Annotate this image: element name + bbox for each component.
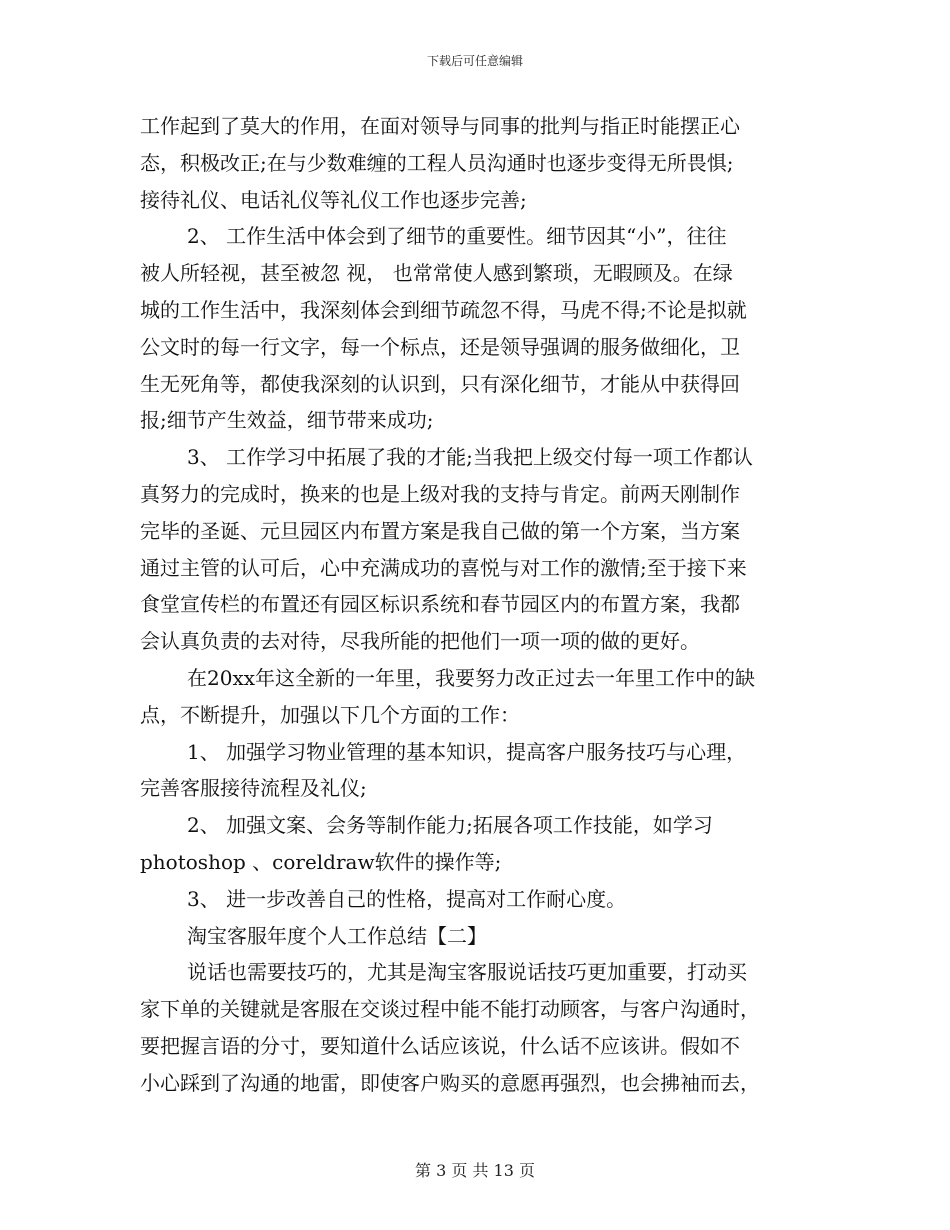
text-line: 被人所轻视，甚至被忽 视， 也常常使人感到繁琐，无暇顾及。在绿 (140, 261, 733, 286)
text-line: 家下单的关键就是客服在交谈过程中能不能打动顾客，与客户沟通时， (140, 997, 760, 1022)
text-line: photoshop 、coreldraw软件的操作等; (140, 849, 502, 874)
text-line: 接待礼仪、电话礼仪等礼仪工作也逐步完善; (140, 187, 527, 212)
text-line: 完善客服接待流程及礼仪; (140, 776, 367, 801)
text-line: 要把握言语的分寸，要知道什么话应该说，什么话不应该讲。假如不 (140, 1033, 740, 1058)
text-line: 通过主管的认可后，心中充满成功的喜悦与对工作的激情;至于接下来 (140, 555, 747, 580)
text-line: 说话也需要技巧的，尤其是淘宝客服说话技巧更加重要，打动买 (187, 960, 747, 985)
text-line: 3、 进一步改善自己的性格，提高对工作耐心度。 (187, 886, 627, 911)
text-line: 公文时的每一行文字，每一个标点，还是领导强调的服务做细化，卫 (140, 334, 740, 359)
header-note: 下载后可任意编辑 (426, 54, 523, 68)
text-line: 在20xx年这全新的一年里，我要努力改正过去一年里工作中的缺 (187, 665, 756, 690)
text-line: 完毕的圣诞、元旦园区内布置方案是我自己做的第一个方案，当方案 (140, 518, 740, 543)
text-line: 会认真负责的去对待，尽我所能的把他们一项一项的做的更好。 (140, 629, 700, 654)
text-line: 1、 加强学习物业管理的基本知识，提高客户服务技巧与心理， (187, 739, 747, 764)
text-line: 2、 工作生活中体会到了细节的重要性。细节因其“小”，往往 (187, 224, 727, 249)
text-line: 态，积极改正;在与少数难缠的工程人员沟通时也逐步变得无所畏惧; (140, 150, 734, 175)
text-line: 食堂宣传栏的布置还有园区标识系统和春节园区内的布置方案，我都 (140, 592, 740, 617)
text-line: 城的工作生活中，我深刻体会到细节疏忽不得，马虎不得;不论是拟就 (140, 297, 747, 322)
text-line: 报;细节产生效益，细节带来成功; (140, 408, 434, 433)
text-line: 3、 工作学习中拓展了我的才能;当我把上级交付每一项工作都认 (187, 445, 753, 470)
text-line: 点，不断提升，加强以下几个方面的工作： (140, 702, 520, 727)
text-line: 2、 加强文案、会务等制作能力;拓展各项工作技能，如学习 (187, 813, 713, 838)
text-line: 小心踩到了沟通的地雷，即使客户购买的意愿再强烈，也会拂袖而去， (140, 1070, 760, 1095)
document-body (140, 108, 810, 1102)
text-line: 真努力的完成时，换来的也是上级对我的支持与肯定。前两天刚制作 (140, 481, 740, 506)
section-heading: 淘宝客服年度个人工作总结【二】 (187, 923, 487, 948)
text-line: 工作起到了莫大的作用，在面对领导与同事的批判与指正时能摆正心 (140, 114, 740, 138)
page-number: 第 3 页 共 13 页 (415, 1161, 535, 1180)
text-line: 生无死角等，都使我深刻的认识到，只有深化细节，才能从中获得回 (140, 371, 740, 396)
